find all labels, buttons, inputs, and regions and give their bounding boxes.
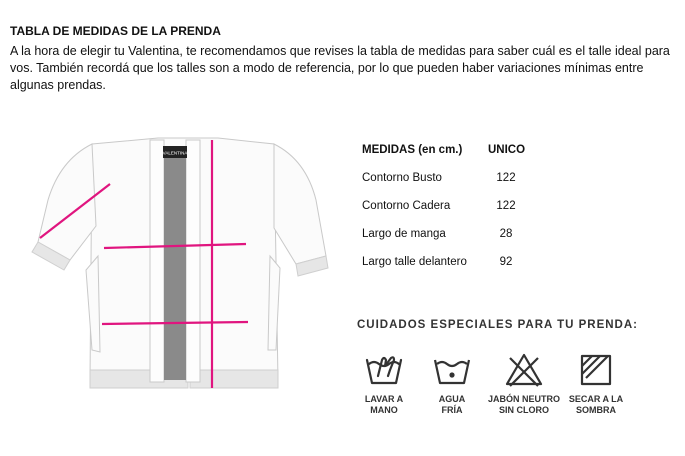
intro-paragraph: A la hora de elegir tu Valentina, te recomendamos que revises la tabla de medidas para saber cuál es el talle ideal para vos. También recordá que los talles son a modo de referencia, por lo que pueden haber variaciones mínimas entre algunas prendas.: [10, 44, 670, 92]
care-label-line2: MANO: [370, 405, 398, 415]
care-label-line1: AGUA: [438, 394, 466, 404]
care-label-line2: FRÍA: [441, 405, 463, 415]
care-label-line2: SIN CLORO: [498, 405, 549, 415]
care-item-shade-dry: [558, 352, 634, 416]
care-label-line2: SOMBRA: [576, 405, 616, 415]
care-item-cold-water: [414, 352, 490, 416]
measurement-label: Contorno Busto: [362, 172, 442, 184]
measurement-label: Largo talle delantero: [362, 256, 467, 268]
hand-wash-icon: [364, 352, 404, 388]
measurement-value: 28: [499, 228, 513, 240]
garment-tag-label: VALENTINA: [162, 150, 188, 156]
measurement-label: Largo de manga: [362, 228, 446, 240]
care-label-line1: SECAR A LA: [568, 394, 624, 404]
measurement-value: 122: [496, 200, 516, 212]
care-label-line1: JABÓN NEUTRO: [487, 394, 560, 404]
cold-water-icon: [432, 352, 472, 388]
care-item-hand-wash: [346, 352, 422, 416]
measurement-value: 92: [499, 256, 513, 268]
no-bleach-icon: [504, 352, 544, 388]
garment-placket: [164, 148, 186, 380]
measurement-value: 122: [496, 172, 516, 184]
measurement-label: Contorno Cadera: [362, 200, 451, 212]
measurements-header-label: MEDIDAS (en cm.): [362, 144, 463, 156]
care-title: CUIDADOS ESPECIALES PARA TU PRENDA:: [357, 319, 638, 331]
care-label-line1: LAVAR A: [364, 394, 404, 404]
measurements-header-size: UNICO: [488, 144, 526, 156]
garment-illustration: [30, 130, 330, 400]
shade-dry-icon: [576, 352, 616, 388]
page-title: TABLA DE MEDIDAS DE LA PRENDA: [10, 24, 221, 38]
care-item-no-bleach: [486, 352, 562, 416]
